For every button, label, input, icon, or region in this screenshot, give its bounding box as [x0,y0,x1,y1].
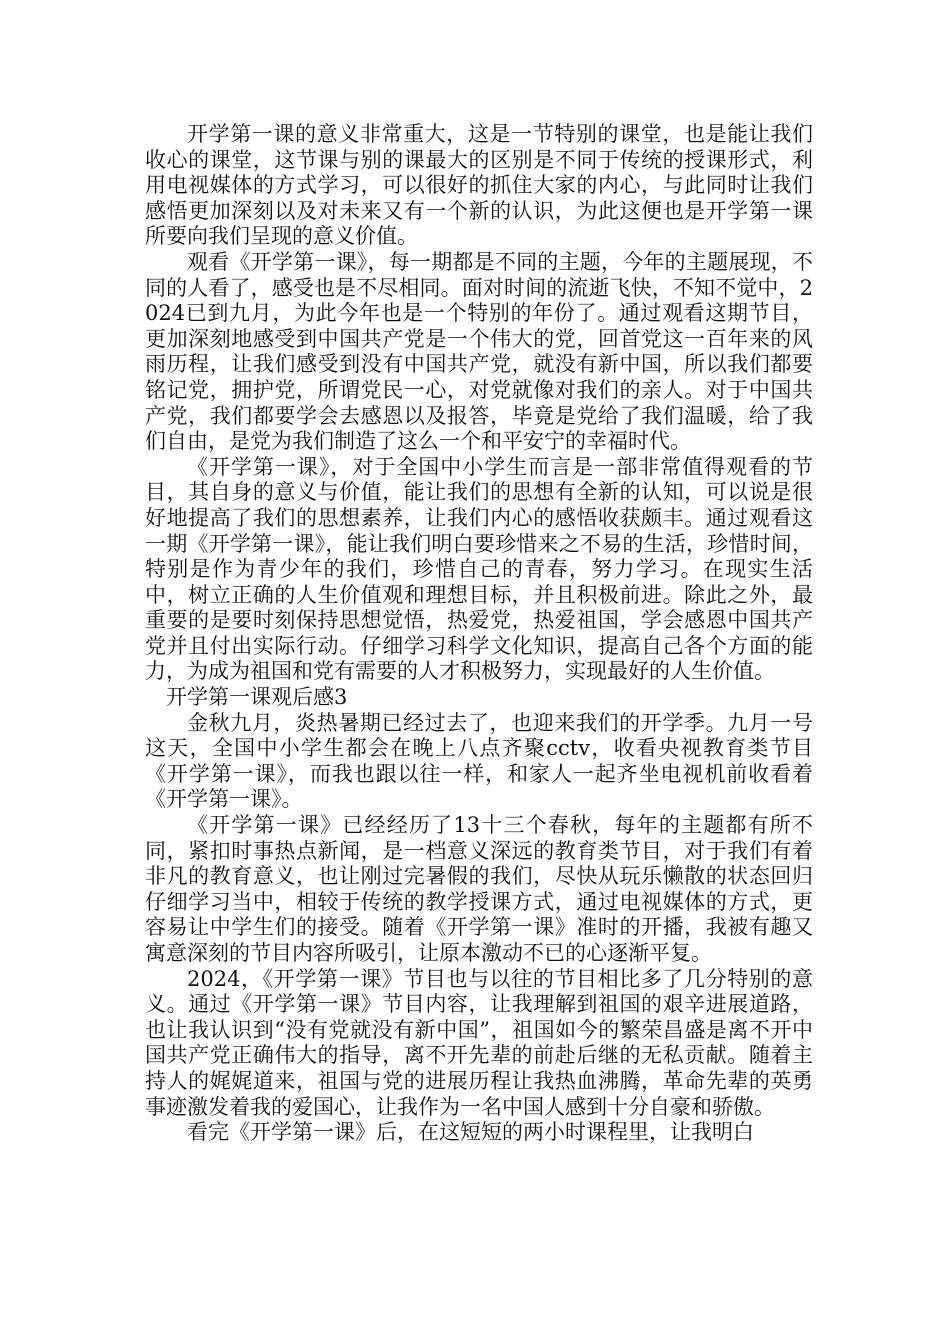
document-page [145,122,813,1146]
paragraph-2: 观看《开学第一课》，每一期都是不同的主题，今年的主题展现，不同的人看了，感受也是不尽相同。面对时间的流逝飞快，不知不觉中，2024已到九月，为此今年也是一个特别的年份了。通过观看这期节目，更加深刻地感受到中国共产党是一个伟大的党，回首党这一百年来的风雨历程，让我们感受到没有中国共产党，就没有新中国，所以我们都要铭记党，拥护党，所谓党民一心，对党就像对我们的亲人。对于中国共产党，我们都要学会去感恩以及报答，毕竟是党给了我们温暖，给了我们自由，是党为我们制造了这么一个和平安宁的幸福时代。 [145,249,813,454]
paragraph-4: 金秋九月，炎热暑期已经过去了，也迎来我们的开学季。九月一号这天，全国中小学生都会在晚上八点齐聚cctv，收看央视教育类节目《开学第一课》，而我也跟以往一样，和家人一起齐坐电视机前收看着《开学第一课》。 [145,710,813,812]
paragraph-3: 《开学第一课》，对于全国中小学生而言是一部非常值得观看的节目，其自身的意义与价值，能让我们的思想有全新的认知，可以说是很好地提高了我们的思想素养，让我们内心的感悟收获颇丰。通过观看这一期《开学第一课》，能让我们明白要珍惜来之不易的生活，珍惜时间，特别是作为青少年的我们，珍惜自己的青春，努力学习。在现实生活中，树立正确的人生价值观和理想目标，并且积极前进。除此之外，最重要的是要时刻保持思想觉悟，热爱党，热爱祖国，学会感恩中国共产党并且付出实际行动。仔细学习科学文化知识，提高自己各个方面的能力，为成为祖国和党有需要的人才积极努力，实现最好的人生价值。 [145,454,813,684]
paragraph-6: 2024，《开学第一课》节目也与以往的节目相比多了几分特别的意义。通过《开学第一课》节目内容，让我理解到祖国的艰辛进展道路，也让我认识到“没有党就没有新中国”，祖国如今的繁荣昌盛是离不开中国共产党正确伟大的指导，离不开先辈的前赴后继的无私贡献。随着主持人的娓娓道来，祖国与党的进展历程让我热血沸腾，革命先辈的英勇事迹激发着我的爱国心，让我作为一名中国人感到十分自豪和骄傲。 [145,966,813,1119]
paragraph-7: 看完《开学第一课》后，在这短短的两小时课程里，让我明白 [187,1120,754,1145]
paragraph-1: 开学第一课的意义非常重大，这是一节特别的课堂，也是能让我们收心的课堂，这节课与别的课最大的区别是不同于传统的授课形式，利用电视媒体的方式学习，可以很好的抓住大家的内心，与此同时让我们感悟更加深刻以及对未来又有一个新的认识，为此这便也是开学第一课所要向我们呈现的意义价值。 [145,122,813,249]
paragraph-5: 《开学第一课》已经经历了13十三个春秋，每年的主题都有所不同，紧扣时事热点新闻，是一档意义深远的教育类节目，对于我们有着非凡的教育意义，也让刚过完暑假的我们，尽快从玩乐懒散的状态回归仔细学习当中，相较于传统的教学授课方式，通过电视媒体的方式，更容易让中学生们的接受。随着《开学第一课》准时的开播，我被有趣又寓意深刻的节目内容所吸引，让原本激动不已的心逐渐平复。 [145,813,813,965]
section-heading: 开学第一课观后感3 [166,685,348,710]
